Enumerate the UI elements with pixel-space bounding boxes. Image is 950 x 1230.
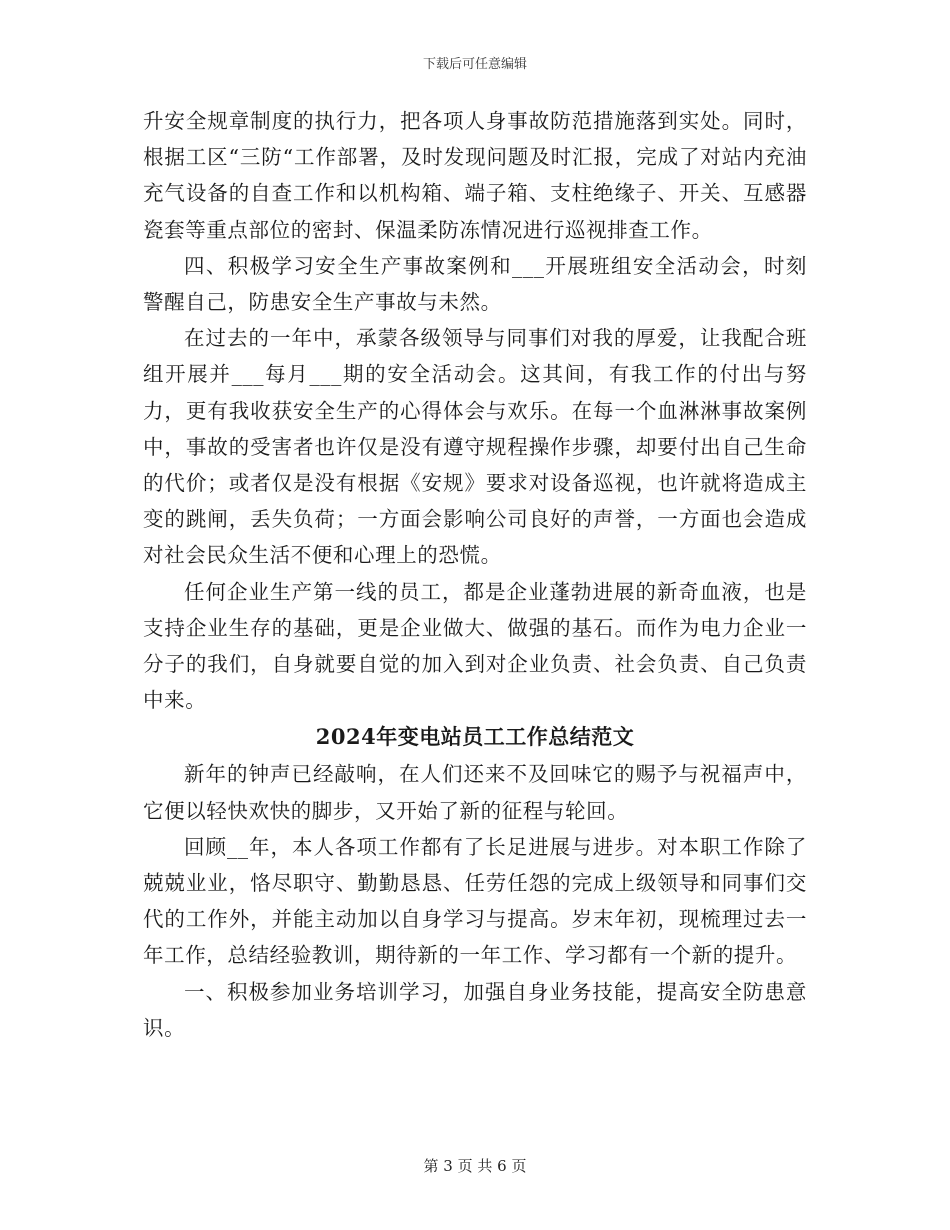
- paragraph: 新年的钟声已经敲响，在人们还来不及回味它的赐予与祝福声中，它便以轻快欢快的脚步，又开始了新的征程与轮回。: [143, 762, 807, 823]
- paragraph: 在过去的一年中，承蒙各级领导与同事们对我的厚爱，让我配合班组开展并___每月___期的安全活动会。这其间，有我工作的付出与努力，更有我收获安全生产的心得体会与欢乐。在每一个血淋淋事故案例中，事故的受害者也许仅是没有遵守规程操作步骤，却要付出自己生命的代价；或者仅是没有根据《安规》要求对设备巡视，也许就将造成主变的跳闸，丢失负荷；一方面会影响公司良好的声誉，一方面也会造成对社会民众生活不便和心理上的恐慌。: [143, 326, 807, 568]
- paragraph: 任何企业生产第一线的员工，都是企业蓬勃进展的新奇血液，也是支持企业生存的基础，更是企业做大、做强的基石。而作为电力企业一分子的我们，自身就要自觉的加入到对企业负责、社会负责、自己负责中来。: [143, 579, 807, 713]
- page-footer: 第 3 页 共 6 页: [423, 1157, 527, 1175]
- paragraph: 一、积极参加业务培训学习，加强自身业务技能，提高安全防患意识。: [143, 979, 807, 1040]
- paragraph: 回顾__年，本人各项工作都有了长足进展与进步。对本职工作除了兢兢业业，恪尽职守、勤勤恳恳、任劳任怨的完成上级领导和同事们交代的工作外，并能主动加以自身学习与提高。岁末年初，现梳理过去一年工作，总结经验教训，期待新的一年工作、学习都有一个新的提升。: [143, 834, 807, 968]
- paragraph: 四、积极学习安全生产事故案例和___开展班组安全活动会，时刻警醒自己，防患安全生产事故与未然。: [143, 253, 807, 315]
- document-body: [143, 103, 807, 1046]
- section-title: 2024年变电站员工工作总结范文: [315, 724, 635, 750]
- page-header: 下载后可任意编辑: [422, 57, 527, 72]
- paragraph: 升安全规章制度的执行力，把各项人身事故防范措施落到实处。同时，根据工区“三防“工作部署，及时发现问题及时汇报，完成了对站内充油充气设备的自查工作和以机构箱、端子箱、支柱绝缘子、开关、互感器瓷套等重点部位的密封、保温柔防冻情况进行巡视排查工作。: [143, 109, 807, 242]
